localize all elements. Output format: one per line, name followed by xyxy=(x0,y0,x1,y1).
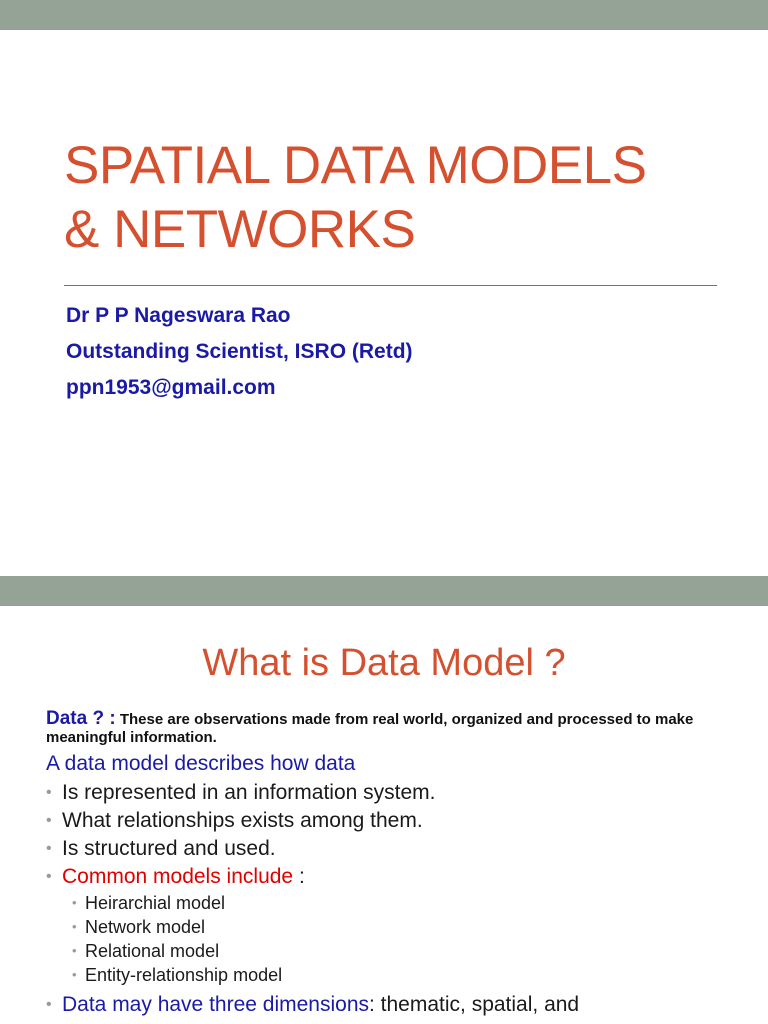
data-definition xyxy=(46,710,746,747)
sub-bullet-item: • Heirarchial model xyxy=(72,891,746,915)
title-line-2: & NETWORKS xyxy=(64,200,416,259)
common-models-label: Common models include xyxy=(62,865,294,888)
slide-top-band xyxy=(0,0,768,30)
dimensions-label: Data may have three dimensions xyxy=(62,993,369,1016)
bullet-list xyxy=(46,779,746,891)
title-slide xyxy=(0,30,768,576)
slide-title xyxy=(64,134,744,262)
author-email: ppn1953@gmail.com xyxy=(66,376,276,399)
bullet-item: • Is structured and used. xyxy=(46,835,746,863)
common-models-suffix: : xyxy=(293,865,305,888)
author-block xyxy=(66,298,413,406)
dimensions-text: : thematic, spatial, and xyxy=(369,993,580,1016)
slide-content xyxy=(46,710,746,1019)
sub-bullet-item: • Entity-relationship model xyxy=(72,963,746,987)
title-line-1: SPATIAL DATA MODELS xyxy=(64,136,647,195)
model-sub-list xyxy=(46,891,746,987)
bullet-list-dimensions xyxy=(46,991,746,1019)
author-name: Dr P P Nageswara Rao xyxy=(66,304,291,327)
slide-separator-band xyxy=(0,576,768,606)
bullet-item: • Is represented in an information system. xyxy=(46,779,746,807)
content-slide xyxy=(0,606,768,1024)
sub-bullet-item: • Relational model xyxy=(72,939,746,963)
author-position: Outstanding Scientist, ISRO (Retd) xyxy=(66,340,413,363)
data-label: Data ? : xyxy=(46,708,116,729)
data-model-heading: A data model describes how data xyxy=(46,752,356,775)
bullet-item-dimensions xyxy=(46,991,746,1019)
data-text: These are observations made from real world, organized and processed to make meaningful information. xyxy=(46,711,694,746)
sub-bullet-item: • Network model xyxy=(72,915,746,939)
bullet-item: • What relationships exists among them. xyxy=(46,807,746,835)
title-divider xyxy=(64,285,717,286)
slide-title: What is Data Model ? xyxy=(202,642,566,684)
bullet-item-common-models xyxy=(46,863,746,891)
